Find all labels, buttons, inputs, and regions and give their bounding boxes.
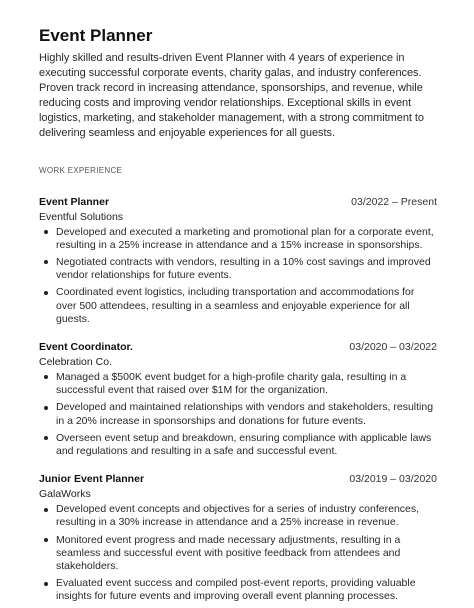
bullet-icon [44,406,48,410]
company-name: Eventful Solutions [39,210,124,223]
bullet-text: Developed and executed a marketing and promotional plan for a corporate event, resulting in a 25% increase in attendance and a 15% increase in sponsorships. [56,225,434,251]
bullet-text: Developed and maintained relationships with vendors and stakeholders, resulting in a 20% increase in sponsorships and donations for future events. [56,401,434,427]
bullet-icon [44,260,48,264]
job-title: Junior Event Planner [39,473,145,486]
job-dates: 03/2020 – 03/2022 [349,340,437,353]
job-title: Event Coordinator. [39,340,133,353]
job-bullet [56,503,437,529]
job-bullet-list [39,503,437,603]
bullet-icon [44,291,48,295]
job-title: Event Planner [39,195,110,208]
resume-page [39,26,437,608]
job-dates: 03/2019 – 03/2020 [349,473,437,486]
job-bullet [56,432,437,458]
bullet-icon [44,538,48,542]
bullet-icon [44,375,48,379]
bullet-text: Overseen event setup and breakdown, ensuring compliance with applicable laws and regulations and resulting in a safe and successful event. [56,431,432,457]
company-name: GalaWorks [39,488,91,501]
bullet-icon [44,508,48,512]
summary-paragraph: Highly skilled and results-driven Event Planner with 4 years of experience in executing successful corporate events, charity galas, and industry conferences. Proven track record in increasing attendance, sponsorships, and revenue, while reducing costs and improving vendor relationships. Exceptional skills in event logistics, marketing, and stakeholder management, with a strong commitment to delivering seamless and enjoyable experiences for all guests. [39,52,424,140]
bullet-icon [44,582,48,586]
resume-title: Event Planner [39,26,153,45]
job-entry [39,472,437,603]
job-bullet [56,577,437,603]
job-bullet-list [39,226,437,326]
job-header [39,195,437,210]
job-header [39,340,437,355]
job-bullet [56,256,437,282]
bullet-text: Coordinated event logistics, including transportation and accommodations for over 500 attendees, resulting in a seamless and enjoyable experience for all guests. [56,286,415,325]
job-dates: 03/2022 – Present [351,195,437,208]
job-bullet [56,534,437,574]
bullet-text: Monitored event progress and made necessary adjustments, resulting in a seamless and successful event with positive feedback from attendees and stakeholders. [56,533,401,573]
bullet-text: Evaluated event success and compiled post-event reports, providing valuable insights for future events and improving overall event planning processes. [56,577,416,603]
job-bullet-list [39,371,437,458]
bullet-text: Developed event concepts and objectives for a series of industry conferences, resulting in a 30% increase in attendance and a 25% increase in revenue. [56,503,420,529]
job-bullet [56,401,437,427]
job-bullet [56,371,437,397]
job-entry [39,340,437,458]
bullet-text: Negotiated contracts with vendors, resulting in a 10% cost savings and improved vendor relationships for future events. [56,255,431,282]
job-header [39,472,437,487]
job-entry [39,195,437,326]
bullet-text: Managed a $500K event budget for a high-profile charity gala, resulting in a successful event that raised over $1M for the organization. [56,370,407,397]
job-bullet [56,286,437,326]
bullet-icon [44,230,48,234]
company-name: Celebration Co. [39,355,112,368]
section-heading-work-experience: WORK EXPERIENCE [39,165,123,175]
bullet-icon [44,436,48,440]
job-bullet [56,226,437,252]
